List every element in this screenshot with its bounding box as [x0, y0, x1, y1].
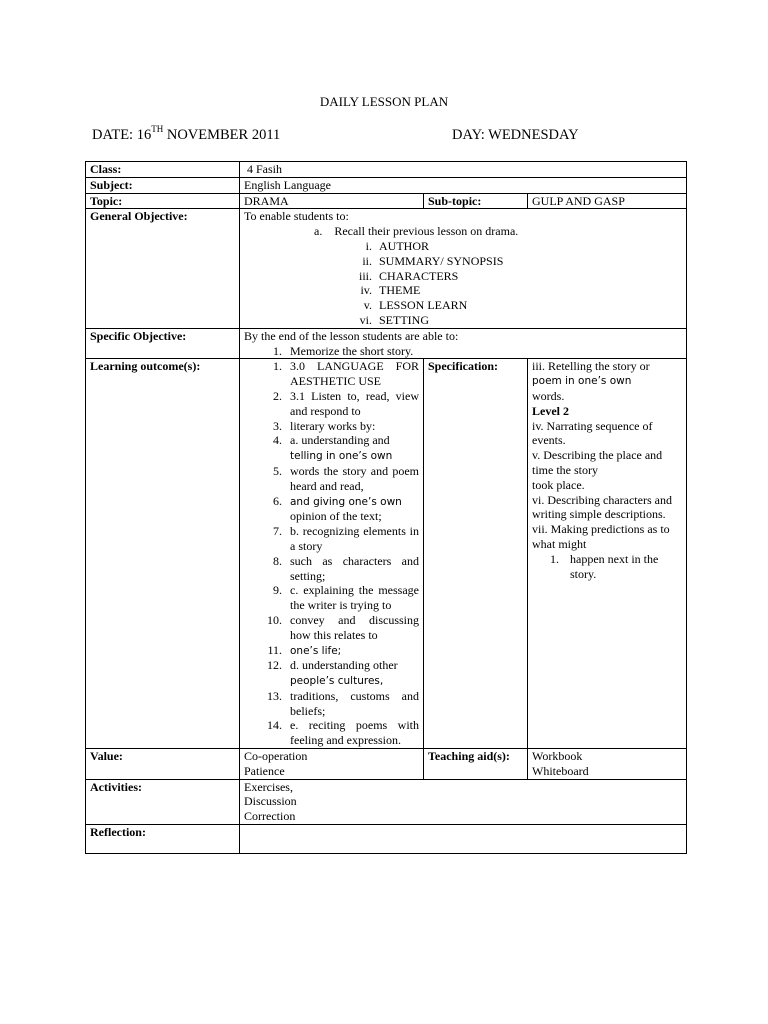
list-item-text: one’s life; [290, 644, 342, 657]
list-item-text: d. understanding other [290, 658, 398, 673]
general-objective-intro: To enable students to: [244, 209, 349, 224]
list-item-number: 4. [273, 433, 282, 448]
list-item-text: SETTING [379, 312, 429, 327]
list-item-text: AUTHOR [379, 238, 429, 253]
list-item-number: vi. [359, 312, 372, 327]
learning-outcome-list [244, 359, 423, 748]
teaching-aid-cell [528, 749, 687, 780]
date-line [92, 124, 281, 144]
list-item [244, 524, 423, 554]
list-item [244, 613, 423, 643]
list-item-number: 1. [550, 551, 559, 566]
list-item-text-extra: people’s cultures, [290, 675, 384, 688]
value-line: Patience [244, 763, 285, 778]
spec-line: took place. [532, 477, 585, 492]
spec-line: poem in one’s own [532, 375, 632, 388]
subject-row [86, 177, 687, 193]
list-item-text: SUMMARY/ SYNOPSIS [379, 253, 504, 268]
spec-line: iii. Retelling the story or [532, 359, 650, 374]
class-value: 4 Fasih [240, 162, 687, 178]
list-item-text: happen next in the story. [570, 551, 659, 581]
list-item-text: Memorize the short story. [290, 343, 414, 358]
spec-line: vi. Describing characters and writing simple descriptions. [532, 492, 672, 522]
list-item-text: THEME [379, 283, 421, 298]
list-item-number: iv. [360, 283, 372, 298]
list-item-number: 1. [273, 359, 282, 374]
list-item-number: 8. [273, 553, 282, 568]
page-title: DAILY LESSON PLAN [319, 94, 449, 109]
list-item-text: LESSON LEARN [379, 298, 468, 313]
list-item [244, 433, 423, 464]
day-line: DAY: WEDNESDAY [452, 127, 579, 143]
topic-row [86, 193, 687, 209]
list-item [244, 583, 423, 613]
subtopic-value: GULP AND GASP [528, 193, 687, 209]
list-item-number: 1. [273, 343, 282, 358]
list-item-text: words the story and poem heard and read, [290, 463, 419, 493]
list-item-number: 13. [267, 688, 282, 703]
spec-line: words. [532, 388, 565, 403]
list-item-text: 3.1 Listen to, read, view and respond to [290, 388, 419, 418]
class-row [86, 162, 687, 178]
reflection-value [240, 825, 687, 854]
reflection-row [86, 825, 687, 854]
value-row [86, 749, 687, 780]
list-item [244, 313, 686, 328]
list-item-text: such as characters and setting; [290, 553, 419, 583]
date-ordinal: TH [151, 124, 164, 134]
general-objective-cell [240, 209, 687, 328]
list-item-number: 6. [273, 493, 282, 508]
spec-line: iv. Narrating sequence of events. [532, 418, 653, 448]
learning-outcome-label: Learning outcome(s): [86, 359, 240, 749]
list-item [244, 689, 423, 719]
learning-outcome-row [86, 359, 687, 749]
general-objective-a-text: Recall their previous lesson on drama. [334, 224, 519, 239]
learning-outcome-cell [240, 359, 424, 749]
list-item-number: 7. [273, 524, 282, 539]
list-item [244, 389, 423, 419]
value-cell [240, 749, 424, 780]
teaching-aid-line: Workbook [532, 749, 583, 764]
teaching-aid-label: Teaching aid(s): [424, 749, 528, 780]
class-label: Class: [86, 162, 240, 178]
list-item-text: convey and discussing how this relates to [290, 612, 419, 642]
date-suffix: NOVEMBER 2011 [163, 127, 281, 143]
list-item [244, 419, 423, 434]
list-item-text: and giving one’s own [290, 495, 402, 508]
value-line: Co-operation [244, 749, 308, 764]
lesson-plan-table [85, 161, 687, 854]
activities-label: Activities: [86, 779, 240, 824]
specific-objective-row [86, 328, 687, 359]
list-item-number: 11. [267, 642, 282, 657]
list-item-number: iii. [358, 268, 372, 283]
specification-cell [528, 359, 687, 749]
list-item [244, 359, 423, 389]
list-item-text: literary works by: [290, 418, 376, 433]
general-objective-a-marker: a. [314, 224, 323, 239]
spec-level: Level 2 [532, 403, 569, 418]
list-item [244, 283, 686, 298]
list-item-text: a. understanding and [290, 433, 390, 448]
list-item-number: i. [365, 238, 372, 253]
list-item-number: 2. [273, 388, 282, 403]
spec-line: vii. Making predictions as to what might [532, 522, 670, 551]
list-item-text: b. recognizing elements in a story [290, 524, 419, 553]
list-item [244, 554, 423, 584]
list-item [244, 464, 423, 494]
reflection-label: Reflection: [86, 825, 240, 854]
list-item [244, 643, 423, 659]
activity-line: Discussion [244, 794, 297, 809]
activity-line: Exercises, [244, 779, 293, 794]
list-item-text-extra: telling in one’s own [290, 450, 393, 463]
specification-label: Specification: [424, 359, 528, 749]
activities-cell [240, 779, 687, 824]
list-item-number: 9. [273, 583, 282, 598]
activity-line: Correction [244, 809, 296, 824]
subtopic-label: Sub-topic: [424, 193, 528, 209]
list-item [244, 239, 686, 254]
general-objective-label: General Objective: [86, 209, 240, 328]
spec-sub-item [532, 552, 686, 582]
list-item-number: 14. [267, 718, 282, 733]
topic-label: Topic: [86, 193, 240, 209]
list-item-text: CHARACTERS [379, 268, 459, 283]
list-item-text: e. reciting poems with feeling and expression. [290, 718, 419, 748]
spec-line: v. Describing the place and time the story [532, 448, 663, 477]
list-item [244, 298, 686, 313]
specific-objective-cell [240, 328, 687, 359]
list-item [244, 718, 423, 748]
list-item-number: 10. [267, 612, 282, 627]
list-item-number: 5. [273, 463, 282, 478]
list-item-text: 3.0 LANGUAGE FOR AESTHETIC USE [290, 359, 419, 389]
value-label: Value: [86, 749, 240, 780]
specific-objective-item [244, 344, 686, 359]
list-item-number: ii. [362, 253, 372, 268]
list-item [244, 658, 423, 689]
list-item [244, 269, 686, 284]
list-item-text: c. explaining the message the writer is trying to [290, 583, 419, 613]
subject-label: Subject: [86, 177, 240, 193]
general-objective-row [86, 209, 687, 328]
list-item-text: traditions, customs and beliefs; [290, 688, 419, 718]
specific-objective-label: Specific Objective: [86, 328, 240, 359]
topic-value: DRAMA [240, 193, 424, 209]
list-item-number: 3. [273, 418, 282, 433]
general-objective-list [244, 239, 686, 328]
activities-row [86, 779, 687, 824]
list-item-number: v. [363, 298, 372, 313]
list-item-text-extra: opinion of the text; [290, 509, 382, 524]
list-item-number: 12. [267, 658, 282, 673]
specific-objective-intro: By the end of the lesson students are able to: [244, 328, 459, 343]
list-item [244, 494, 423, 525]
teaching-aid-line: Whiteboard [532, 763, 589, 778]
subject-value: English Language [240, 177, 687, 193]
general-objective-a [244, 224, 686, 239]
date-prefix: DATE: 16 [92, 127, 152, 143]
list-item [244, 254, 686, 269]
